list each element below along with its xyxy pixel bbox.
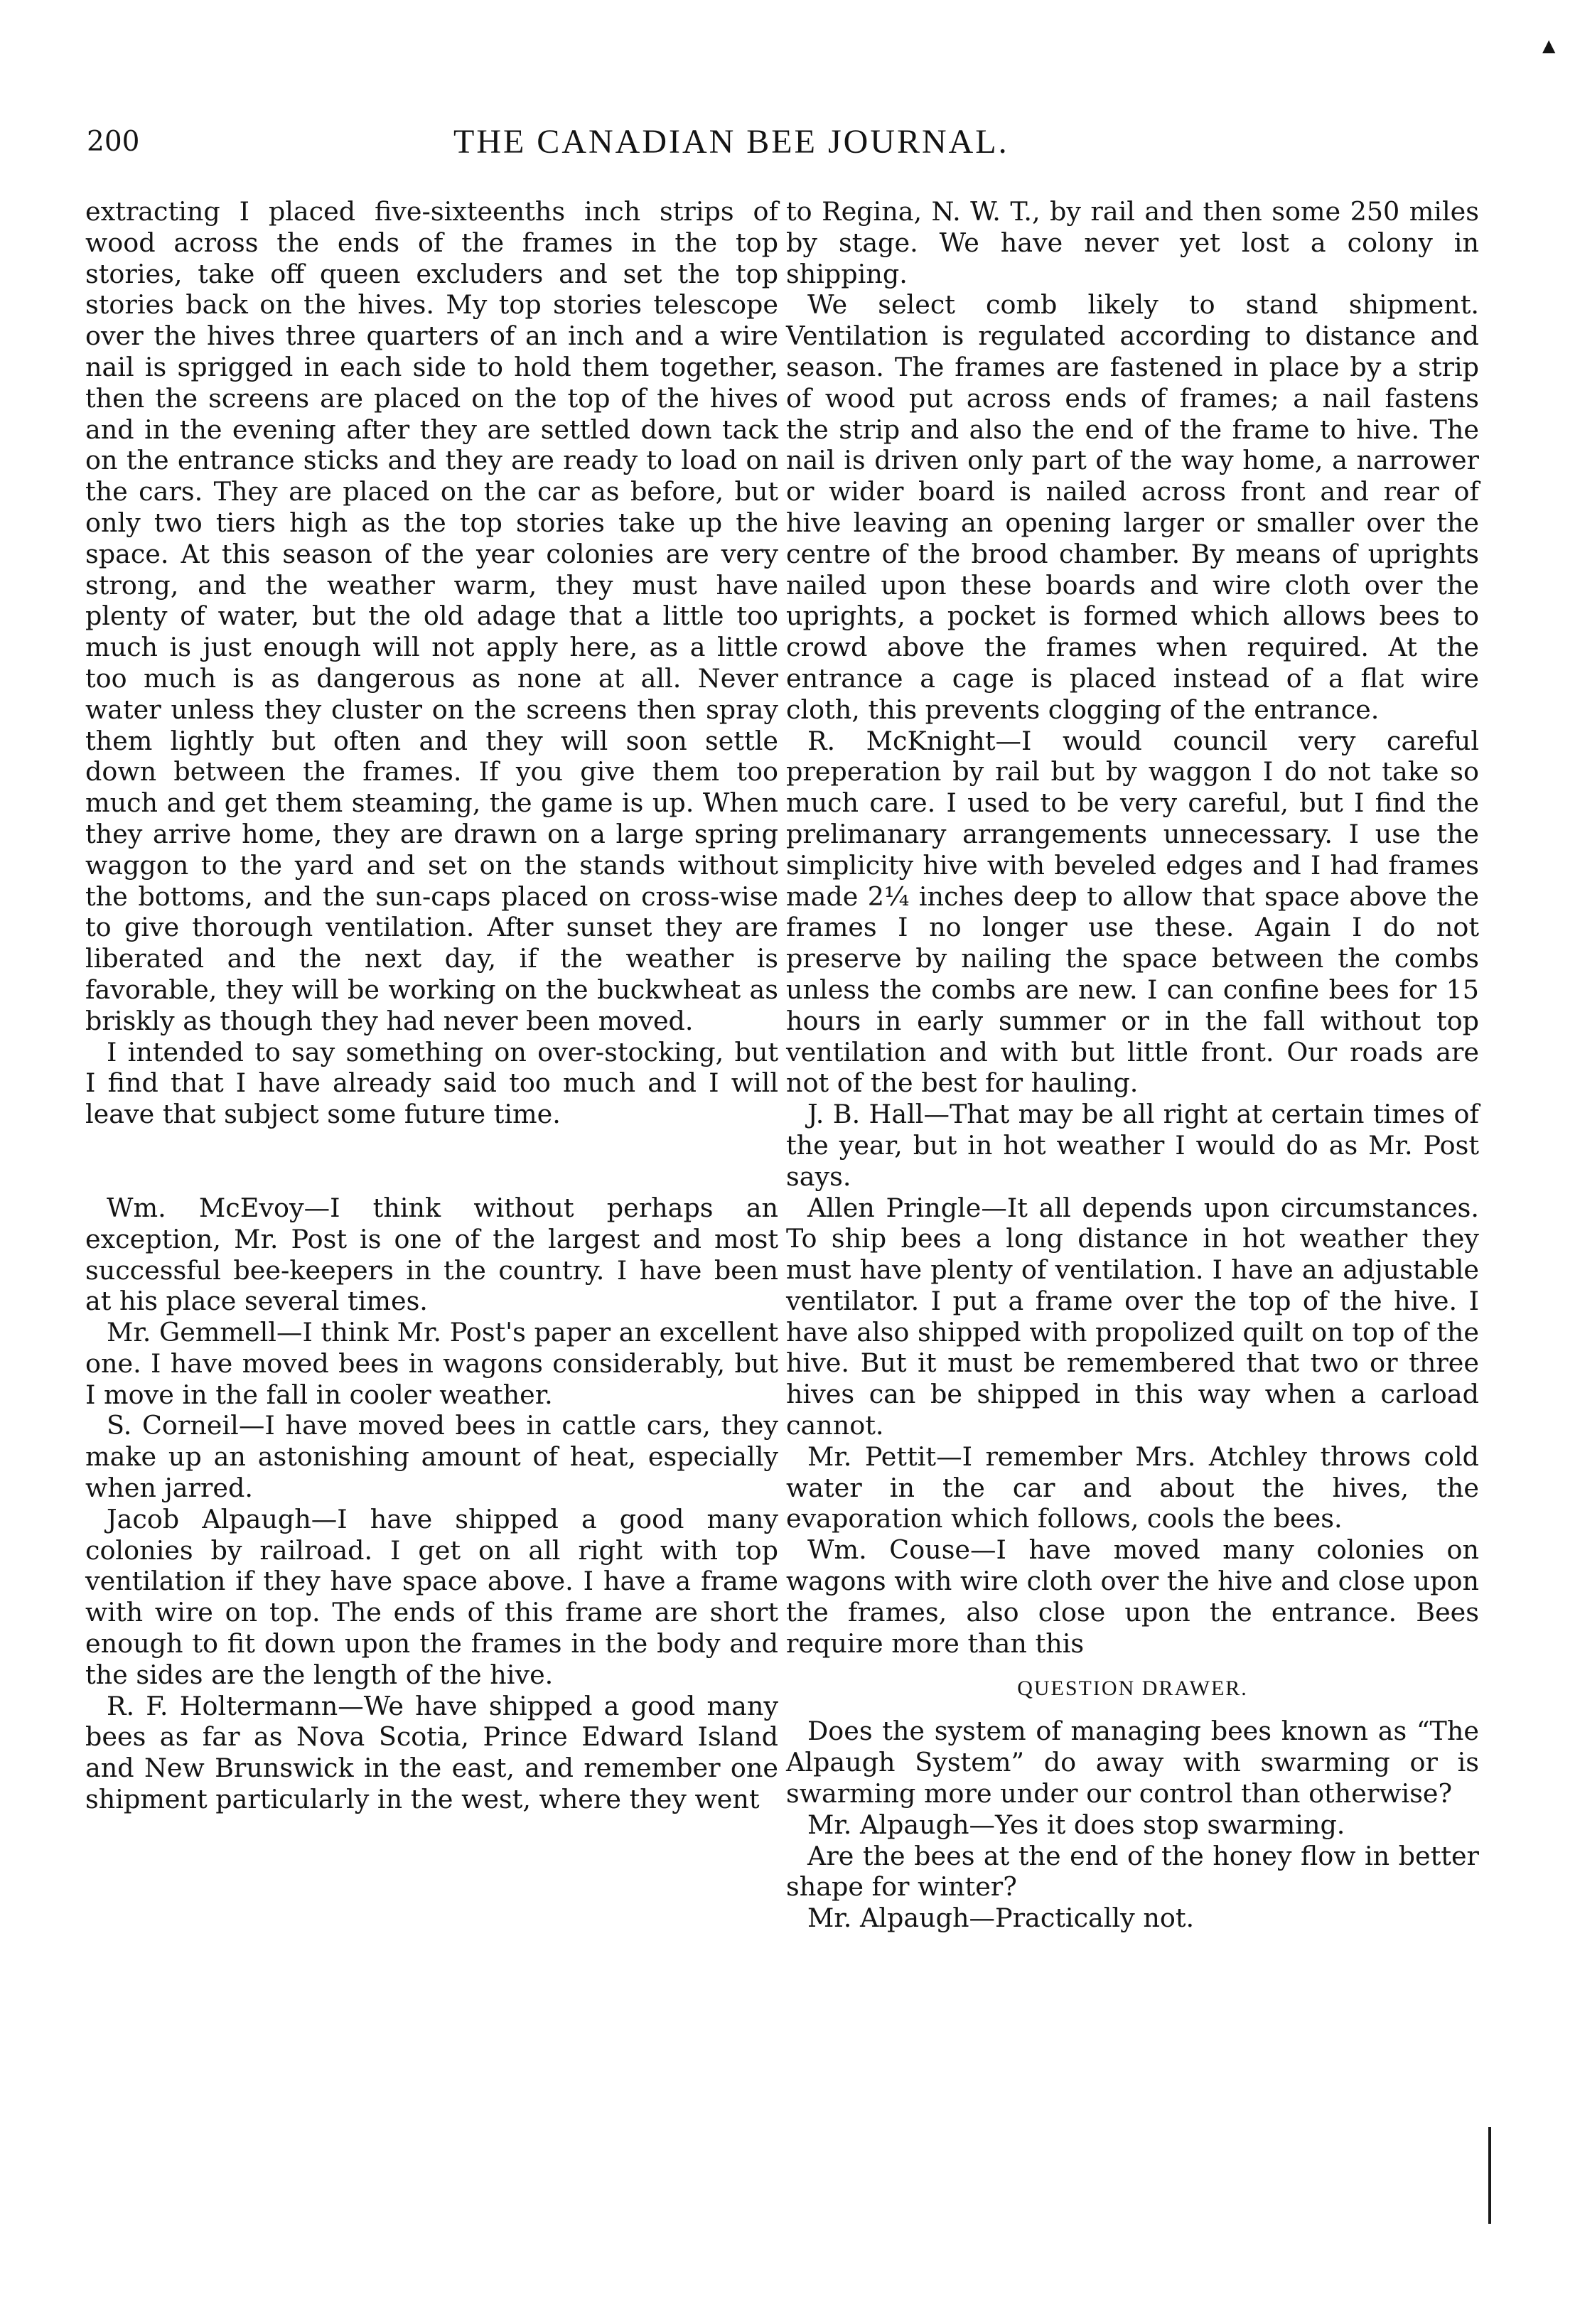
question-alpaugh-system: Does the system of managing bees known as “The Alpaugh System” do away with swarming or is swarming more under our control than otherwise? — [786, 1716, 1479, 1809]
question-winter-shape: Are the bees at the end of the honey flow in better shape for winter? — [786, 1840, 1479, 1903]
answer-stop-swarming: Mr. Alpaugh—Yes it does stop swarming. — [807, 1809, 1345, 1840]
paragraph-regina: to Regina, N. W. T., by rail and then some 250 miles by stage. We have never yet lost a colony in shipping. — [786, 196, 1479, 289]
paragraph-select-comb: We select comb likely to stand shipment. Ventilation is regulated according to distance and season. The frames are fastened in place by a strip of wood put across ends of frames; a nail fastens the strip and also the end of the frame to hive. The nail is driven only part of the way home, a narrower or wider board is nailed across front and rear of hive leaving an opening larger or smaller over the centre of the brood chamber. By means of uprights nailed upon these boards and wire cloth over the uprights, a pocket is formed which allows bees to crowd above the frames when required. At the entrance a cage is placed instead of a flat wire cloth, this prevents clogging of the entrance. — [786, 289, 1479, 725]
answer-practically-not: Mr. Alpaugh—Practically not. — [807, 1903, 1195, 1934]
running-head-journal-title: THE CANADIAN BEE JOURNAL. — [453, 123, 1009, 161]
paragraph-gemmell: Mr. Gemmell—I think Mr. Post's paper an excellent one. I have moved bees in wagons considerably, but I move in the fall in cooler weather. — [85, 1317, 778, 1410]
left-column — [85, 196, 778, 1815]
paragraph-holtermann: R. F. Holtermann—We have shipped a good many bees as far as Nova Scotia, Prince Edward Island and New Brunswick in the east, and remember one shipment particularly in the west, where they went — [85, 1690, 778, 1815]
paragraph-corneil: S. Corneil—I have moved bees in cattle cars, they make up an astonishing amount of heat, especially when jarred. — [85, 1410, 778, 1504]
right-column — [786, 196, 1479, 1934]
margin-rule-mark — [1488, 2127, 1491, 2224]
paragraph-mcknight: R. McKnight—I would council very careful preperation by rail but by waggon I do not take so much care. I used to be very careful, but I find the prelimanary arrangements unnecessary. I use the simplicity hive with beveled edges and I had frames made 2¼ inches deep to allow that space above the frames I no longer use these. Again I do not preserve by nailing the space between the combs unless the combs are new. I can confine bees for 15 hours in early summer or in the fall without top ventilation and with but little front. Our roads are not of the best for hauling. — [786, 725, 1479, 1099]
paragraph-extracting: extracting I placed five-sixteenths inch strips of wood across the ends of the frames in the top stories, take off queen excluders and set the top stories back on the hives. My top stories telescope over the hives three quarters of an inch and a wire nail is sprigged in each side to hold them together, then the screens are placed on the top of the hives and in the evening after they are settled down tack on the entrance sticks and they are ready to load on the cars. They are placed on the car as before, but only two tiers high as the top stories take up the space. At this season of the year colonies are very strong, and the weather warm, they must have plenty of water, but the old adage that a little too much is just enough will not apply here, as a little too much is as dangerous as none at all. Never water unless they cluster on the screens then spray them lightly but often and they will soon settle down between the frames. If you give them too much and get them steaming, the game is up. When they arrive home, they are drawn on a large spring waggon to the yard and set on the stands without the bottoms, and the sun-caps placed on cross-wise to give thorough ventilation. After sunset they are liberated and the next day, if the weather is favorable, they will be working on the buckwheat as briskly as though they had never been moved. — [85, 196, 778, 1036]
paragraph-hall: J. B. Hall—That may be all right at certain times of the year, but in hot weather I would do as Mr. Post says. — [786, 1099, 1479, 1192]
paragraph-alpaugh: Jacob Alpaugh—I have shipped a good many colonies by railroad. I get on all right with top ventilation if they have space above. I have a frame with wire on top. The ends of this frame are short enough to fit down upon the frames in the body and the sides are the length of the hive. — [85, 1503, 778, 1690]
corner-triangle-mark: ▲ — [1542, 36, 1556, 55]
paragraph-overstocking: I intended to say something on over-stocking, but I find that I have already said too much and I will leave that subject some future time. — [85, 1036, 778, 1130]
paragraph-couse: Wm. Couse—I have moved many colonies on wagons with wire cloth over the hive and close upon the frames, also close upon the entrance. Bees require more than this — [786, 1534, 1479, 1659]
paragraph-mcevoy: Wm. McEvoy—I think without perhaps an exception, Mr. Post is one of the largest and most successful bee-keepers in the country. I have been at his place several times. — [85, 1192, 778, 1317]
question-drawer-heading: QUESTION DRAWER. — [1017, 1677, 1248, 1701]
page-number: 200 — [87, 126, 140, 158]
paragraph-pettit: Mr. Pettit—I remember Mrs. Atchley throws cold water in the car and about the hives, the evaporation which follows, cools the bees. — [786, 1441, 1479, 1534]
paragraph-pringle: Allen Pringle—It all depends upon circumstances. To ship bees a long distance in hot weather they must have plenty of ventilation. I have an adjustable ventilator. I put a frame over the top of the hive. I have also shipped with propolized quilt on top of the hive. But it must be remembered that two or three hives can be shipped in this way when a carload cannot. — [786, 1192, 1479, 1441]
